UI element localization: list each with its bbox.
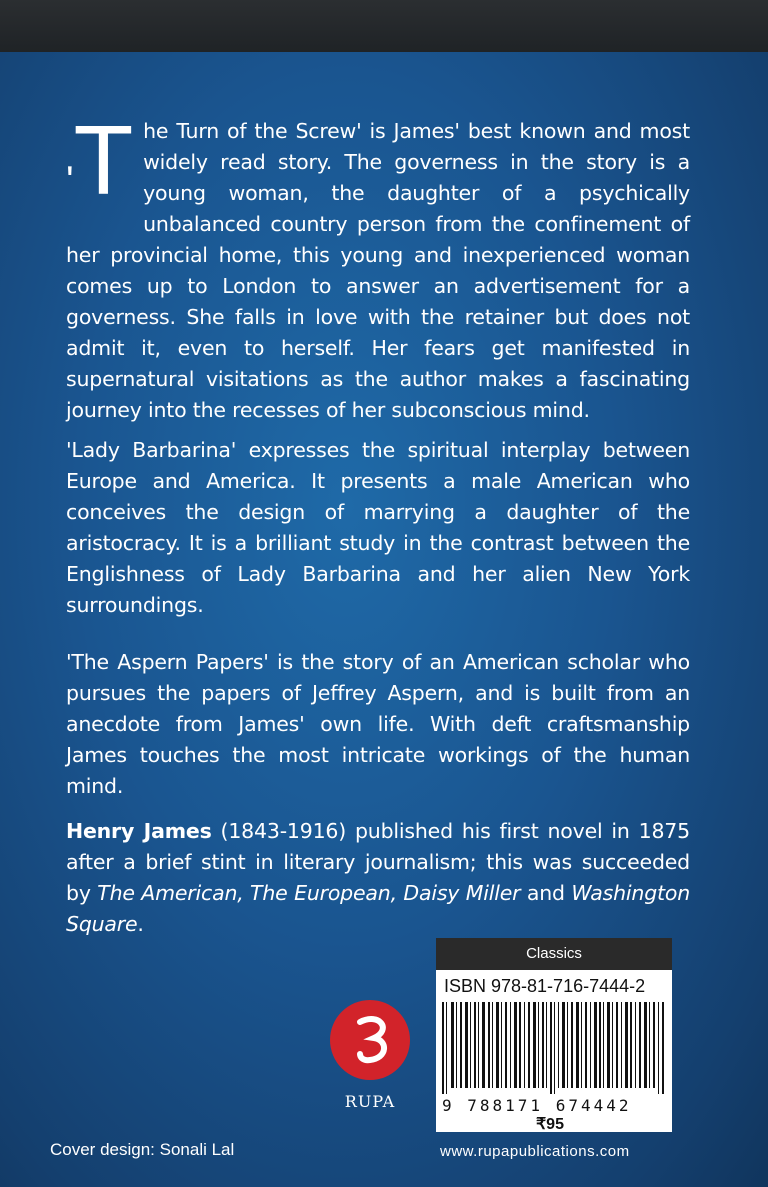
publisher-website: www.rupapublications.com xyxy=(440,1143,630,1160)
isbn-barcode-box xyxy=(436,938,672,1132)
author-name: Henry James xyxy=(66,819,212,843)
work-title: Washington Square xyxy=(66,881,690,936)
isbn-number: ISBN 978-81-716-7444-2 xyxy=(444,976,646,996)
work-titles: The American, The European, Daisy Miller xyxy=(97,881,521,905)
publisher-name: RUPA xyxy=(344,1092,396,1111)
top-edge-strip xyxy=(0,0,768,52)
blurb-paragraph-aspern-papers: 'The Aspern Papers' is the story of an American scholar who pursues the papers of Jeffrey Aspern, and is built from an anecdote from James' own life. With deft craftsmanship James touches the most intricate workings of the human mind. xyxy=(66,650,690,798)
category-label: Classics xyxy=(436,938,672,970)
author-bio-paragraph: Henry James (1843-1916) published his first novel in 1875 after a brief stint in literary journalism; this was succeeded by The American, The European, Daisy Miller and Washington Square. xyxy=(66,819,690,936)
blurb-paragraph-lady-barbarina: 'Lady Barbarina' expresses the spiritual interplay between Europe and America. It presents a male American who conceives the design of marrying a daughter of the aristocracy. It is a brilliant study in the contrast between the Englishness of Lady Barbarina and her alien New York surroundings. xyxy=(66,438,690,617)
barcode-digits: 9 788171 674442 xyxy=(442,1096,632,1115)
drop-cap: 'T xyxy=(66,105,134,215)
cover-design-credit: Cover design: Sonali Lal xyxy=(50,1140,235,1159)
price-label: ₹95 xyxy=(536,1116,564,1133)
barcode-icon xyxy=(442,1002,666,1094)
rupa-logo-icon xyxy=(330,1000,410,1080)
blurb-paragraph-turn-of-the-screw: 'T he Turn of the Screw' is James' best known and most widely read story. The governess in the story is a young woman, the daughter of a psychically unbalanced country person from the confinement of her provincial home, this young and inexperienced woman comes up to London to answer an advertisement for a governess. She falls in love with the retainer but does not admit it, even to herself. Her fears get manifested in supernatural visitations as the author makes a fascinating journey into the recesses of her subconscious mind. xyxy=(66,105,690,422)
